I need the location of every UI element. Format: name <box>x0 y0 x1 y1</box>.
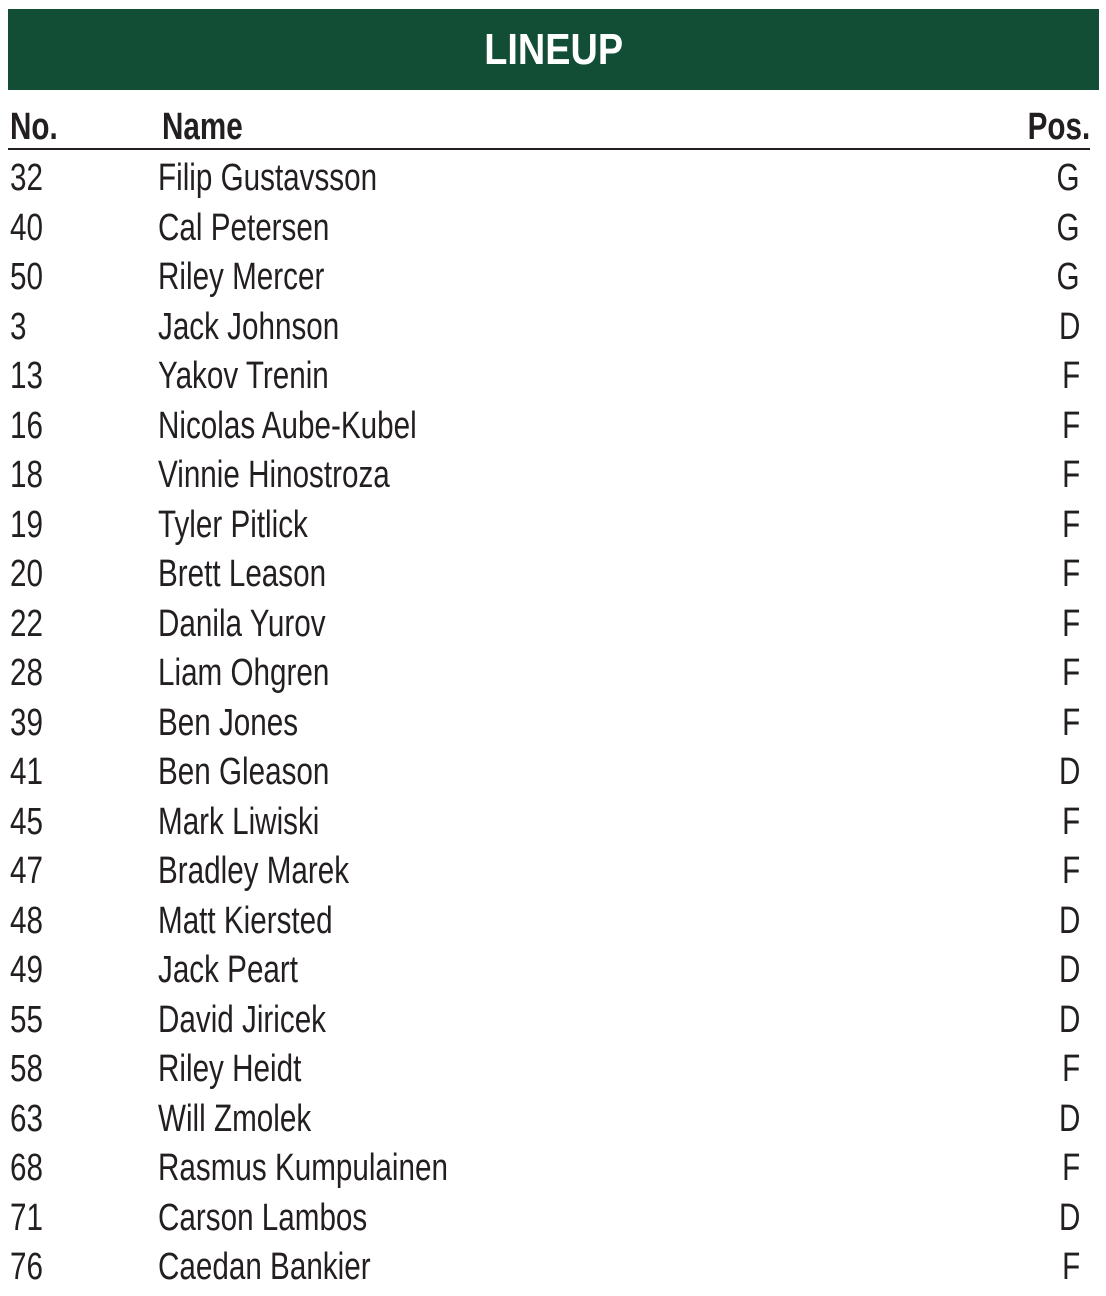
table-row <box>8 153 1090 203</box>
player-name: David Jiricek <box>158 998 327 1041</box>
player-number: 32 <box>10 157 43 199</box>
player-name: Mark Liwiski <box>158 800 320 843</box>
player-number: 50 <box>10 256 43 298</box>
player-name: Carson Lambos <box>158 1196 368 1239</box>
player-position: D <box>1058 998 1080 1041</box>
table-header <box>8 102 1090 150</box>
table-row <box>8 747 1090 797</box>
table-row <box>8 846 1090 896</box>
column-header-name: Name <box>162 106 243 148</box>
table-row <box>8 1193 1090 1243</box>
player-name: Filip Gustavsson <box>158 157 378 199</box>
player-name: Riley Heidt <box>158 1048 302 1090</box>
player-position: F <box>1061 1246 1080 1288</box>
player-name: Bradley Marek <box>158 850 350 892</box>
table-row <box>8 549 1090 599</box>
player-name: Jack Johnson <box>158 305 340 348</box>
table-row <box>8 1094 1090 1144</box>
player-number: 68 <box>10 1147 43 1189</box>
player-position: F <box>1061 652 1080 694</box>
player-name: Caedan Bankier <box>158 1246 371 1288</box>
player-number: 28 <box>10 652 43 694</box>
player-number: 16 <box>10 404 43 447</box>
player-number: 22 <box>10 602 43 645</box>
player-position: F <box>1061 503 1080 546</box>
player-number: 20 <box>10 553 43 595</box>
player-name: Rasmus Kumpulainen <box>158 1147 448 1189</box>
column-header-position: Pos. <box>1027 106 1090 148</box>
player-name: Ben Gleason <box>158 751 330 793</box>
player-number: 40 <box>10 206 43 249</box>
player-number: 71 <box>10 1196 43 1239</box>
player-position: D <box>1058 305 1080 348</box>
player-position: F <box>1061 800 1080 843</box>
player-position: F <box>1061 553 1080 595</box>
table-row <box>8 1143 1090 1193</box>
player-number: 45 <box>10 800 43 843</box>
player-name: Will Zmolek <box>158 1097 312 1140</box>
player-number: 13 <box>10 355 43 397</box>
player-number: 58 <box>10 1048 43 1090</box>
table-row <box>8 450 1090 500</box>
table-row <box>8 252 1090 302</box>
table-row <box>8 945 1090 995</box>
table-row <box>8 302 1090 352</box>
table-row <box>8 698 1090 748</box>
player-number: 76 <box>10 1246 43 1288</box>
player-name: Ben Jones <box>158 701 299 744</box>
table-row <box>8 401 1090 451</box>
player-position: F <box>1061 602 1080 645</box>
player-number: 41 <box>10 751 43 793</box>
table-row <box>8 1242 1090 1292</box>
player-position: F <box>1061 701 1080 744</box>
player-name: Cal Petersen <box>158 206 330 249</box>
player-number: 63 <box>10 1097 43 1140</box>
player-number: 48 <box>10 899 43 942</box>
player-number: 49 <box>10 949 43 991</box>
table-row <box>8 896 1090 946</box>
player-name: Vinnie Hinostroza <box>158 454 390 496</box>
player-position: F <box>1061 1048 1080 1090</box>
player-name: Riley Mercer <box>158 256 325 298</box>
player-position: G <box>1056 206 1080 249</box>
player-position: F <box>1061 1147 1080 1189</box>
player-position: D <box>1058 899 1080 942</box>
player-number: 47 <box>10 850 43 892</box>
player-number: 18 <box>10 454 43 496</box>
table-row <box>8 500 1090 550</box>
player-position: D <box>1058 949 1080 991</box>
player-name: Jack Peart <box>158 949 299 991</box>
table-row <box>8 1044 1090 1094</box>
lineup-banner <box>8 9 1099 90</box>
player-position: F <box>1061 404 1080 447</box>
player-number: 3 <box>10 305 27 348</box>
player-name: Brett Leason <box>158 553 327 595</box>
player-name: Tyler Pitlick <box>158 503 308 546</box>
player-position: G <box>1056 157 1080 199</box>
table-row <box>8 995 1090 1045</box>
player-position: F <box>1061 850 1080 892</box>
column-header-number: No. <box>10 106 58 148</box>
player-name: Nicolas Aube-Kubel <box>158 404 417 447</box>
table-row <box>8 648 1090 698</box>
player-position: D <box>1058 751 1080 793</box>
lineup-table <box>8 153 1090 1292</box>
player-name: Liam Ohgren <box>158 652 330 694</box>
page-title: LINEUP <box>484 24 623 74</box>
player-name: Matt Kiersted <box>158 899 333 942</box>
player-position: F <box>1061 454 1080 496</box>
player-position: F <box>1061 355 1080 397</box>
table-row <box>8 203 1090 253</box>
table-row <box>8 599 1090 649</box>
player-number: 55 <box>10 998 43 1041</box>
player-name: Danila Yurov <box>158 602 326 645</box>
player-number: 39 <box>10 701 43 744</box>
player-number: 19 <box>10 503 43 546</box>
player-position: G <box>1056 256 1080 298</box>
player-name: Yakov Trenin <box>158 355 329 397</box>
player-position: D <box>1058 1097 1080 1140</box>
table-row <box>8 797 1090 847</box>
table-row <box>8 351 1090 401</box>
player-position: D <box>1058 1196 1080 1239</box>
